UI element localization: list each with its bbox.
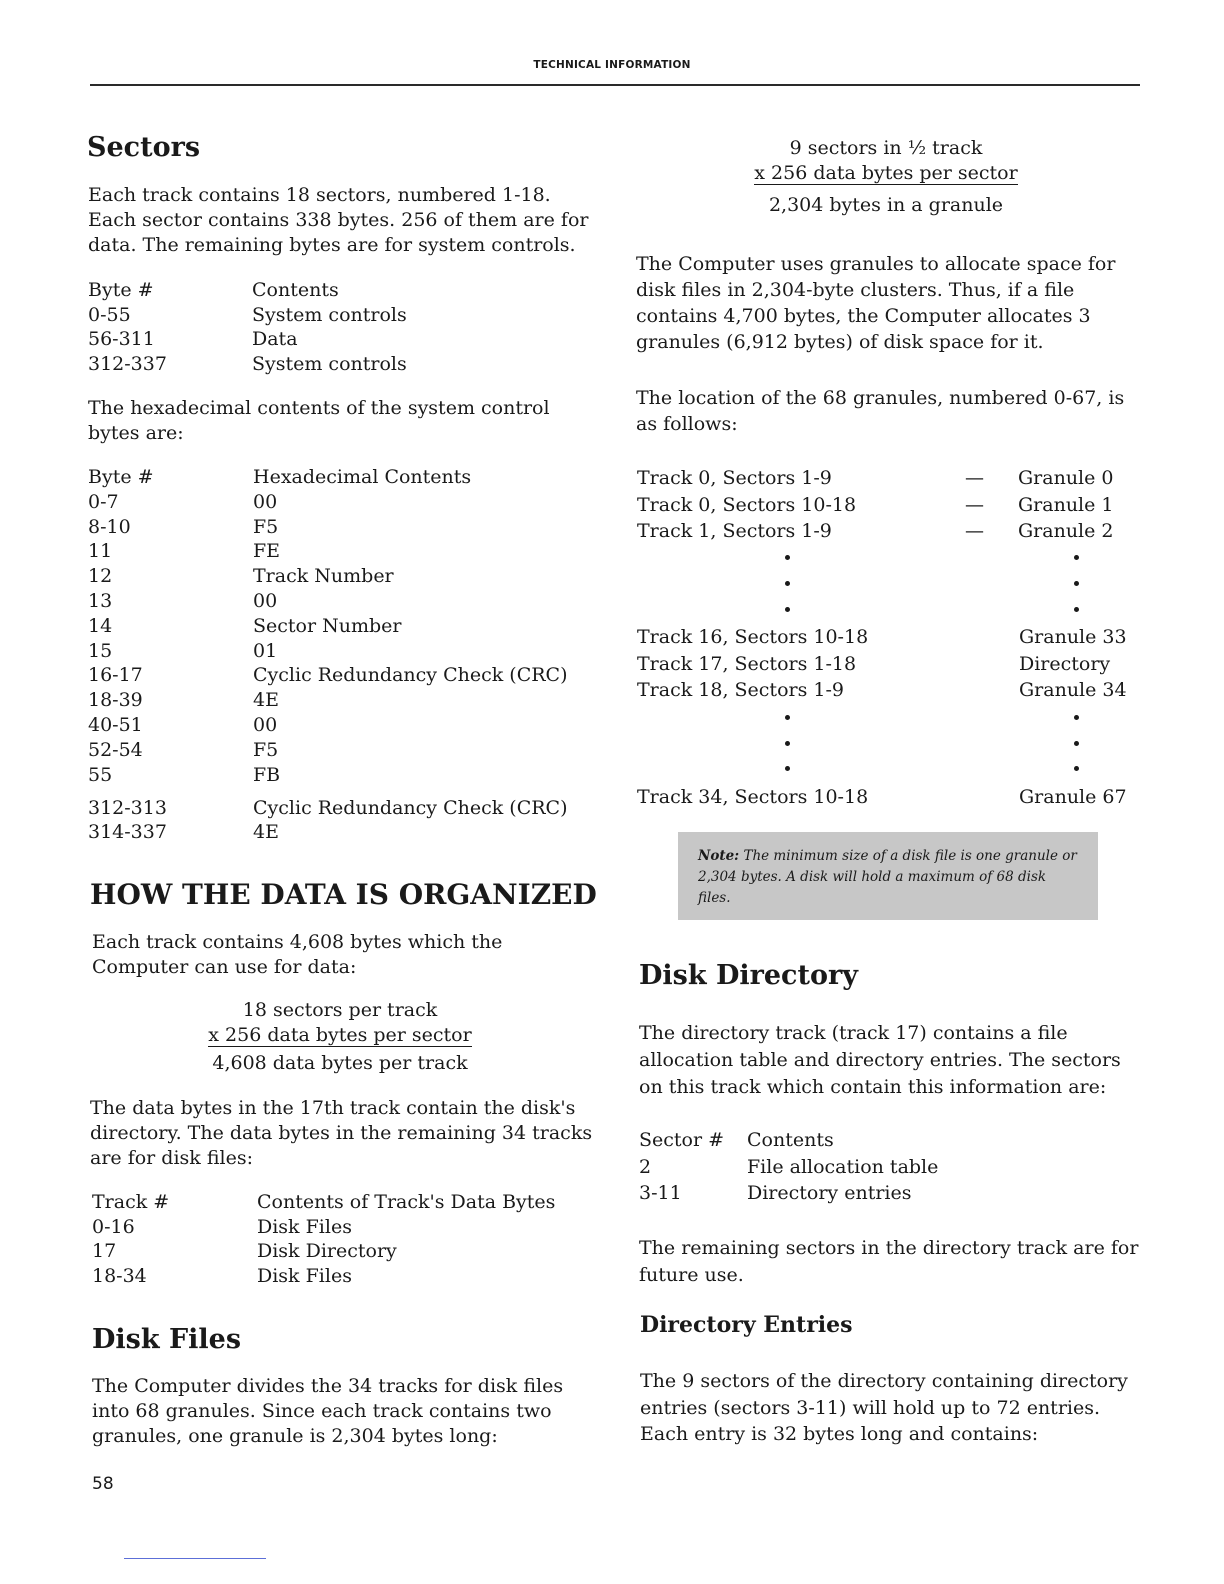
track-bytes-calculation xyxy=(190,998,490,1076)
page-number: 58 xyxy=(92,1474,114,1494)
disk-directory-para: The directory track (track 17) contains a file allocation table and directory entries. The sectors on this track which contain this information are: xyxy=(639,1022,1121,1098)
hex-contents-table: Byte # Hexadecimal Contents 0-7 00 8-10 F5 11 FE 12 Track Number 13 00 14 Sector Number 15 01 16-17 Cyclic Redundancy Check (CRC) 18-39 4E 40-51 00 52-54 F5 55 FB 312-313 Cyclic Redundancy Check (CRC) 314-337 4E xyxy=(88,466,568,843)
directory-entries-para: The 9 sectors of the directory containing directory entries (sectors 3-11) will hold up to 72 entries. Each entry is 32 bytes long and contains: xyxy=(640,1370,1128,1445)
directory-para2: The remaining sectors in the directory track are for future use. xyxy=(639,1237,1139,1286)
byte-contents-table: Byte # Contents 0-55 System controls 56-311 Data 312-337 System controls xyxy=(88,279,407,375)
header-rule xyxy=(90,84,1140,86)
calc-line: 18 sectors per track xyxy=(242,999,438,1021)
organized-heading: HOW THE DATA IS ORGANIZED xyxy=(90,878,597,911)
granule-bytes-calculation xyxy=(738,136,1034,218)
ellipsis-dot xyxy=(785,581,790,586)
footer-line xyxy=(124,1558,266,1559)
ellipsis-dot xyxy=(785,766,790,771)
hex-intro: The hexadecimal contents of the system control bytes are: xyxy=(88,397,550,444)
ellipsis-dot xyxy=(1074,607,1079,612)
ellipsis-dot xyxy=(1074,741,1079,746)
track-contents-table: Track # Contents of Track's Data Bytes 0-16 Disk Files 17 Disk Directory 18-34 Disk Files xyxy=(92,1191,556,1287)
ellipsis-dot xyxy=(1074,581,1079,586)
note-label: Note: xyxy=(698,848,740,864)
disk-files-para: The Computer divides the 34 tracks for disk files into 68 granules. Since each track contains two granules, one granule is 2,304 bytes long: xyxy=(92,1375,564,1447)
ellipsis-dot xyxy=(785,715,790,720)
calc-line: x 256 data bytes per sector xyxy=(754,162,1018,184)
ellipsis-dot xyxy=(1074,555,1079,560)
calc-line: 9 sectors in ½ track xyxy=(789,137,983,159)
granule-para2: The location of the 68 granules, numbered 0-67, is as follows: xyxy=(636,387,1125,435)
calc-line: x 256 data bytes per sector xyxy=(208,1024,472,1046)
ellipsis-dot xyxy=(785,607,790,612)
ellipsis-dot xyxy=(1074,766,1079,771)
sectors-heading: Sectors xyxy=(87,132,201,163)
calc-result: 4,608 data bytes per track xyxy=(212,1052,468,1074)
ellipsis-dot xyxy=(1074,715,1079,720)
disk-files-heading: Disk Files xyxy=(92,1324,242,1355)
directory-sectors-table: Sector # Contents 2 File allocation table 3-11 Directory entries xyxy=(639,1129,939,1204)
granule-location-table: Track 0, Sectors 1-9 — Granule 0 Track 0, Sectors 10-18 — Granule 1 Track 1, Sectors 1-9 — Granule 2 Track 16, Sectors 10-18 Granule 33 Track 17, Sectors 1-18 Directory Track 18, Sectors 1-9 Granule 34 Track 34, Sectors 10-18 Granule 67 xyxy=(637,467,1127,808)
organized-intro: Each track contains 4,608 bytes which the Computer can use for data: xyxy=(92,931,503,978)
granule-para1: The Computer uses granules to allocate space for disk files in 2,304-byte clusters. Thus, if a file contains 4,700 bytes, the Computer allocates 3 granules (6,912 bytes) of disk space for it. xyxy=(636,253,1116,353)
sectors-intro: Each track contains 18 sectors, numbered 1-18. Each sector contains 338 bytes. 256 of them are for data. The remaining bytes are for system controls. xyxy=(88,184,589,256)
directory-entries-heading: Directory Entries xyxy=(640,1312,853,1338)
organized-para2: The data bytes in the 17th track contain the disk's directory. The data bytes in the remaining 34 tracks are for disk files: xyxy=(90,1097,593,1169)
note-text: Note: The minimum size of a disk file is one granule or 2,304 bytes. A disk will hold a maximum of 68 disk files. xyxy=(698,848,1077,906)
disk-directory-heading: Disk Directory xyxy=(639,960,858,991)
note-box xyxy=(678,832,1098,920)
ellipsis-dot xyxy=(785,741,790,746)
running-head: TECHNICAL INFORMATION xyxy=(533,59,691,71)
calc-result: 2,304 bytes in a granule xyxy=(768,194,1004,216)
ellipsis-dot xyxy=(785,555,790,560)
